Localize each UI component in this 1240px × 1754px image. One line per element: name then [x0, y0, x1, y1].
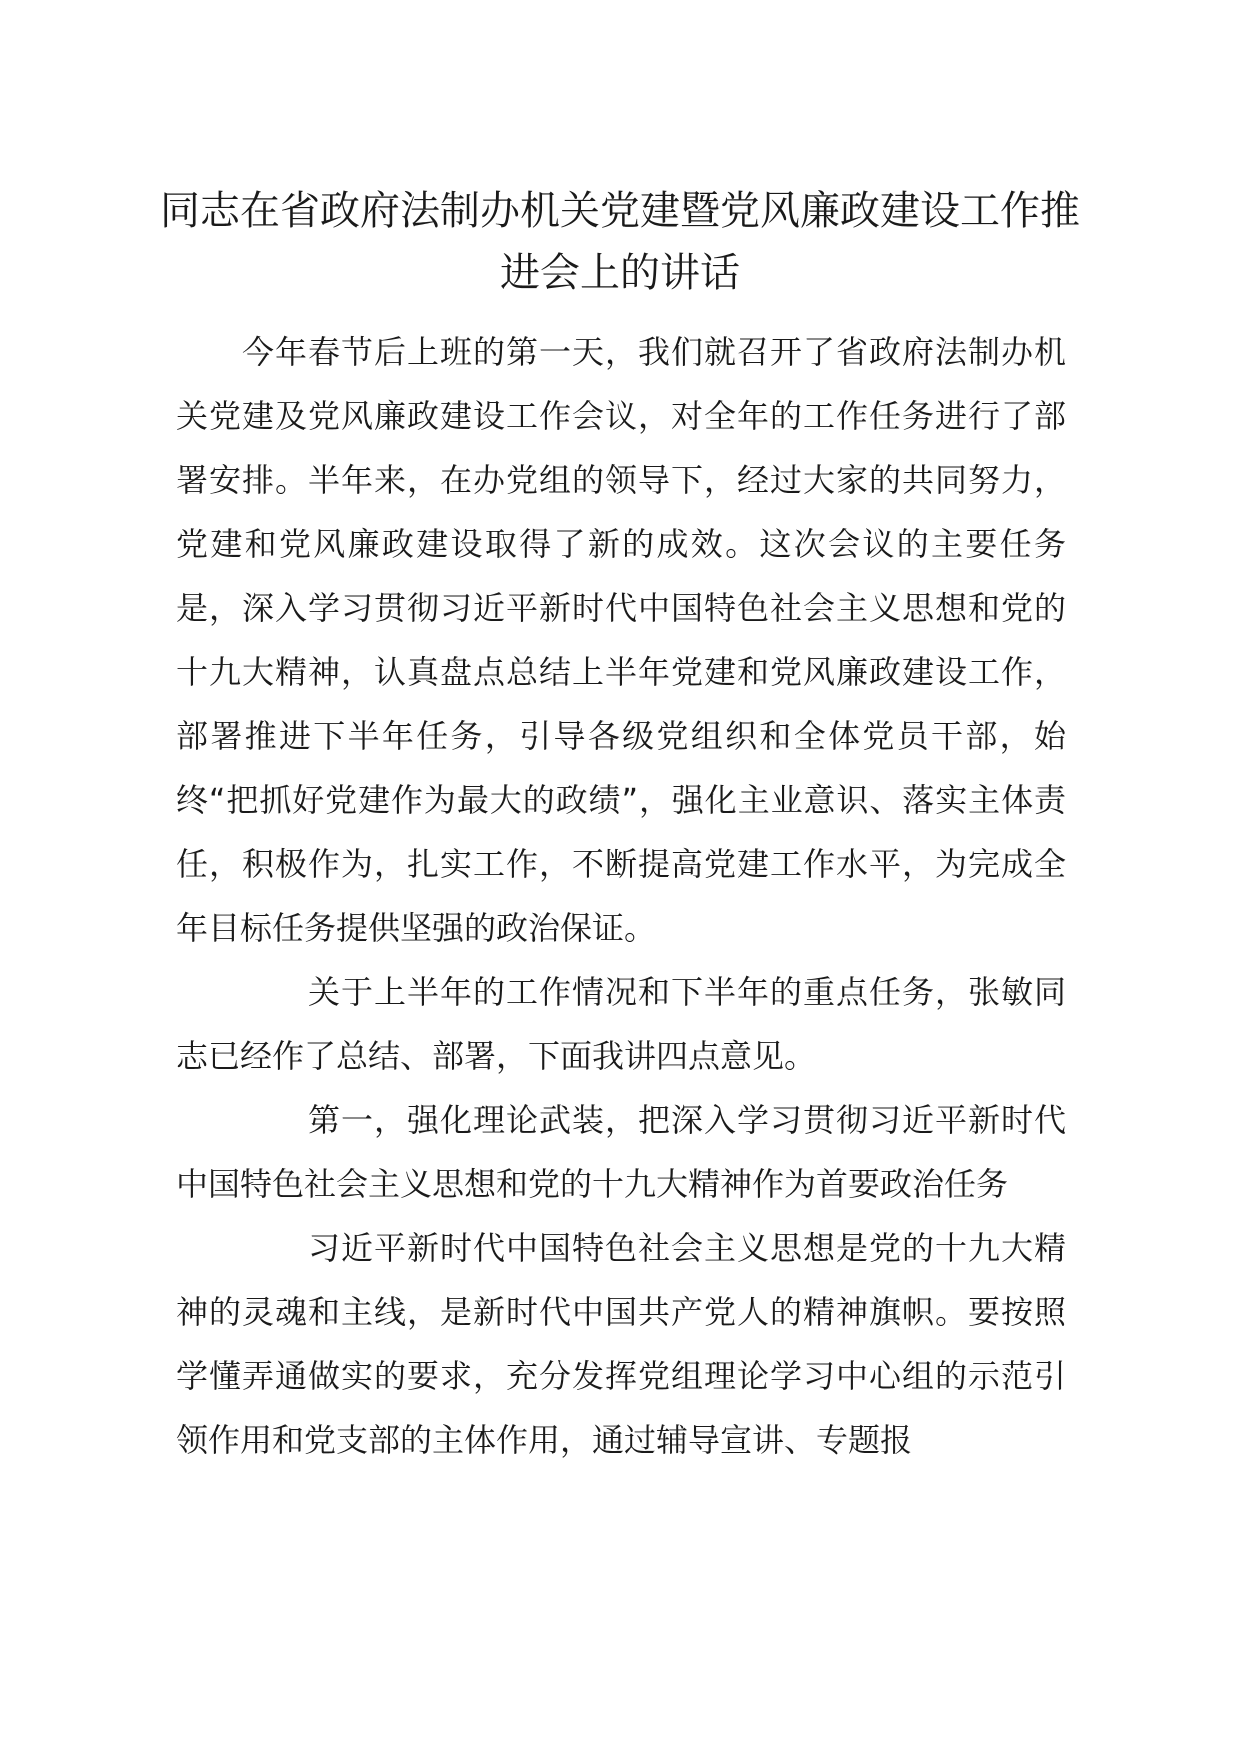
document-body	[176, 320, 1066, 1472]
paragraph-point-one-heading: 第一，强化理论武装，把深入学习贯彻习近平新时代中国特色社会主义思想和党的十九大精神作为首要政治任务	[176, 1101, 1066, 1203]
paragraph-point-one-body: 习近平新时代中国特色社会主义思想是党的十九大精神的灵魂和主线，是新时代中国共产党人的精神旗帜。要按照学懂弄通做实的要求，充分发挥党组理论学习中心组的示范引领作用和党支部的主体作用，通过辅导宣讲、专题报	[176, 1229, 1066, 1459]
document-title: 同志在省政府法制办机关党建暨党风廉政建设工作推进会上的讲话	[160, 188, 1080, 296]
paragraph-opening: 今年春节后上班的第一天，我们就召开了省政府法制办机关党建及党风廉政建设工作会议，对全年的工作任务进行了部署安排。半年来，在办党组的领导下，经过大家的共同努力，党建和党风廉政建设取得了新的成效。这次会议的主要任务是，深入学习贯彻习近平新时代中国特色社会主义思想和党的十九大精神，认真盘点总结上半年党建和党风廉政建设工作，部署推进下半年任务，引导各级党组织和全体党员干部，始终“把抓好党建作为最大的政绩”，强化主业意识、落实主体责任，积极作为，扎实工作，不断提高党建工作水平，为完成全年目标任务提供坚强的政治保证。	[176, 333, 1066, 947]
paragraph-overview: 关于上半年的工作情况和下半年的重点任务，张敏同志已经作了总结、部署，下面我讲四点意见。	[176, 973, 1066, 1075]
